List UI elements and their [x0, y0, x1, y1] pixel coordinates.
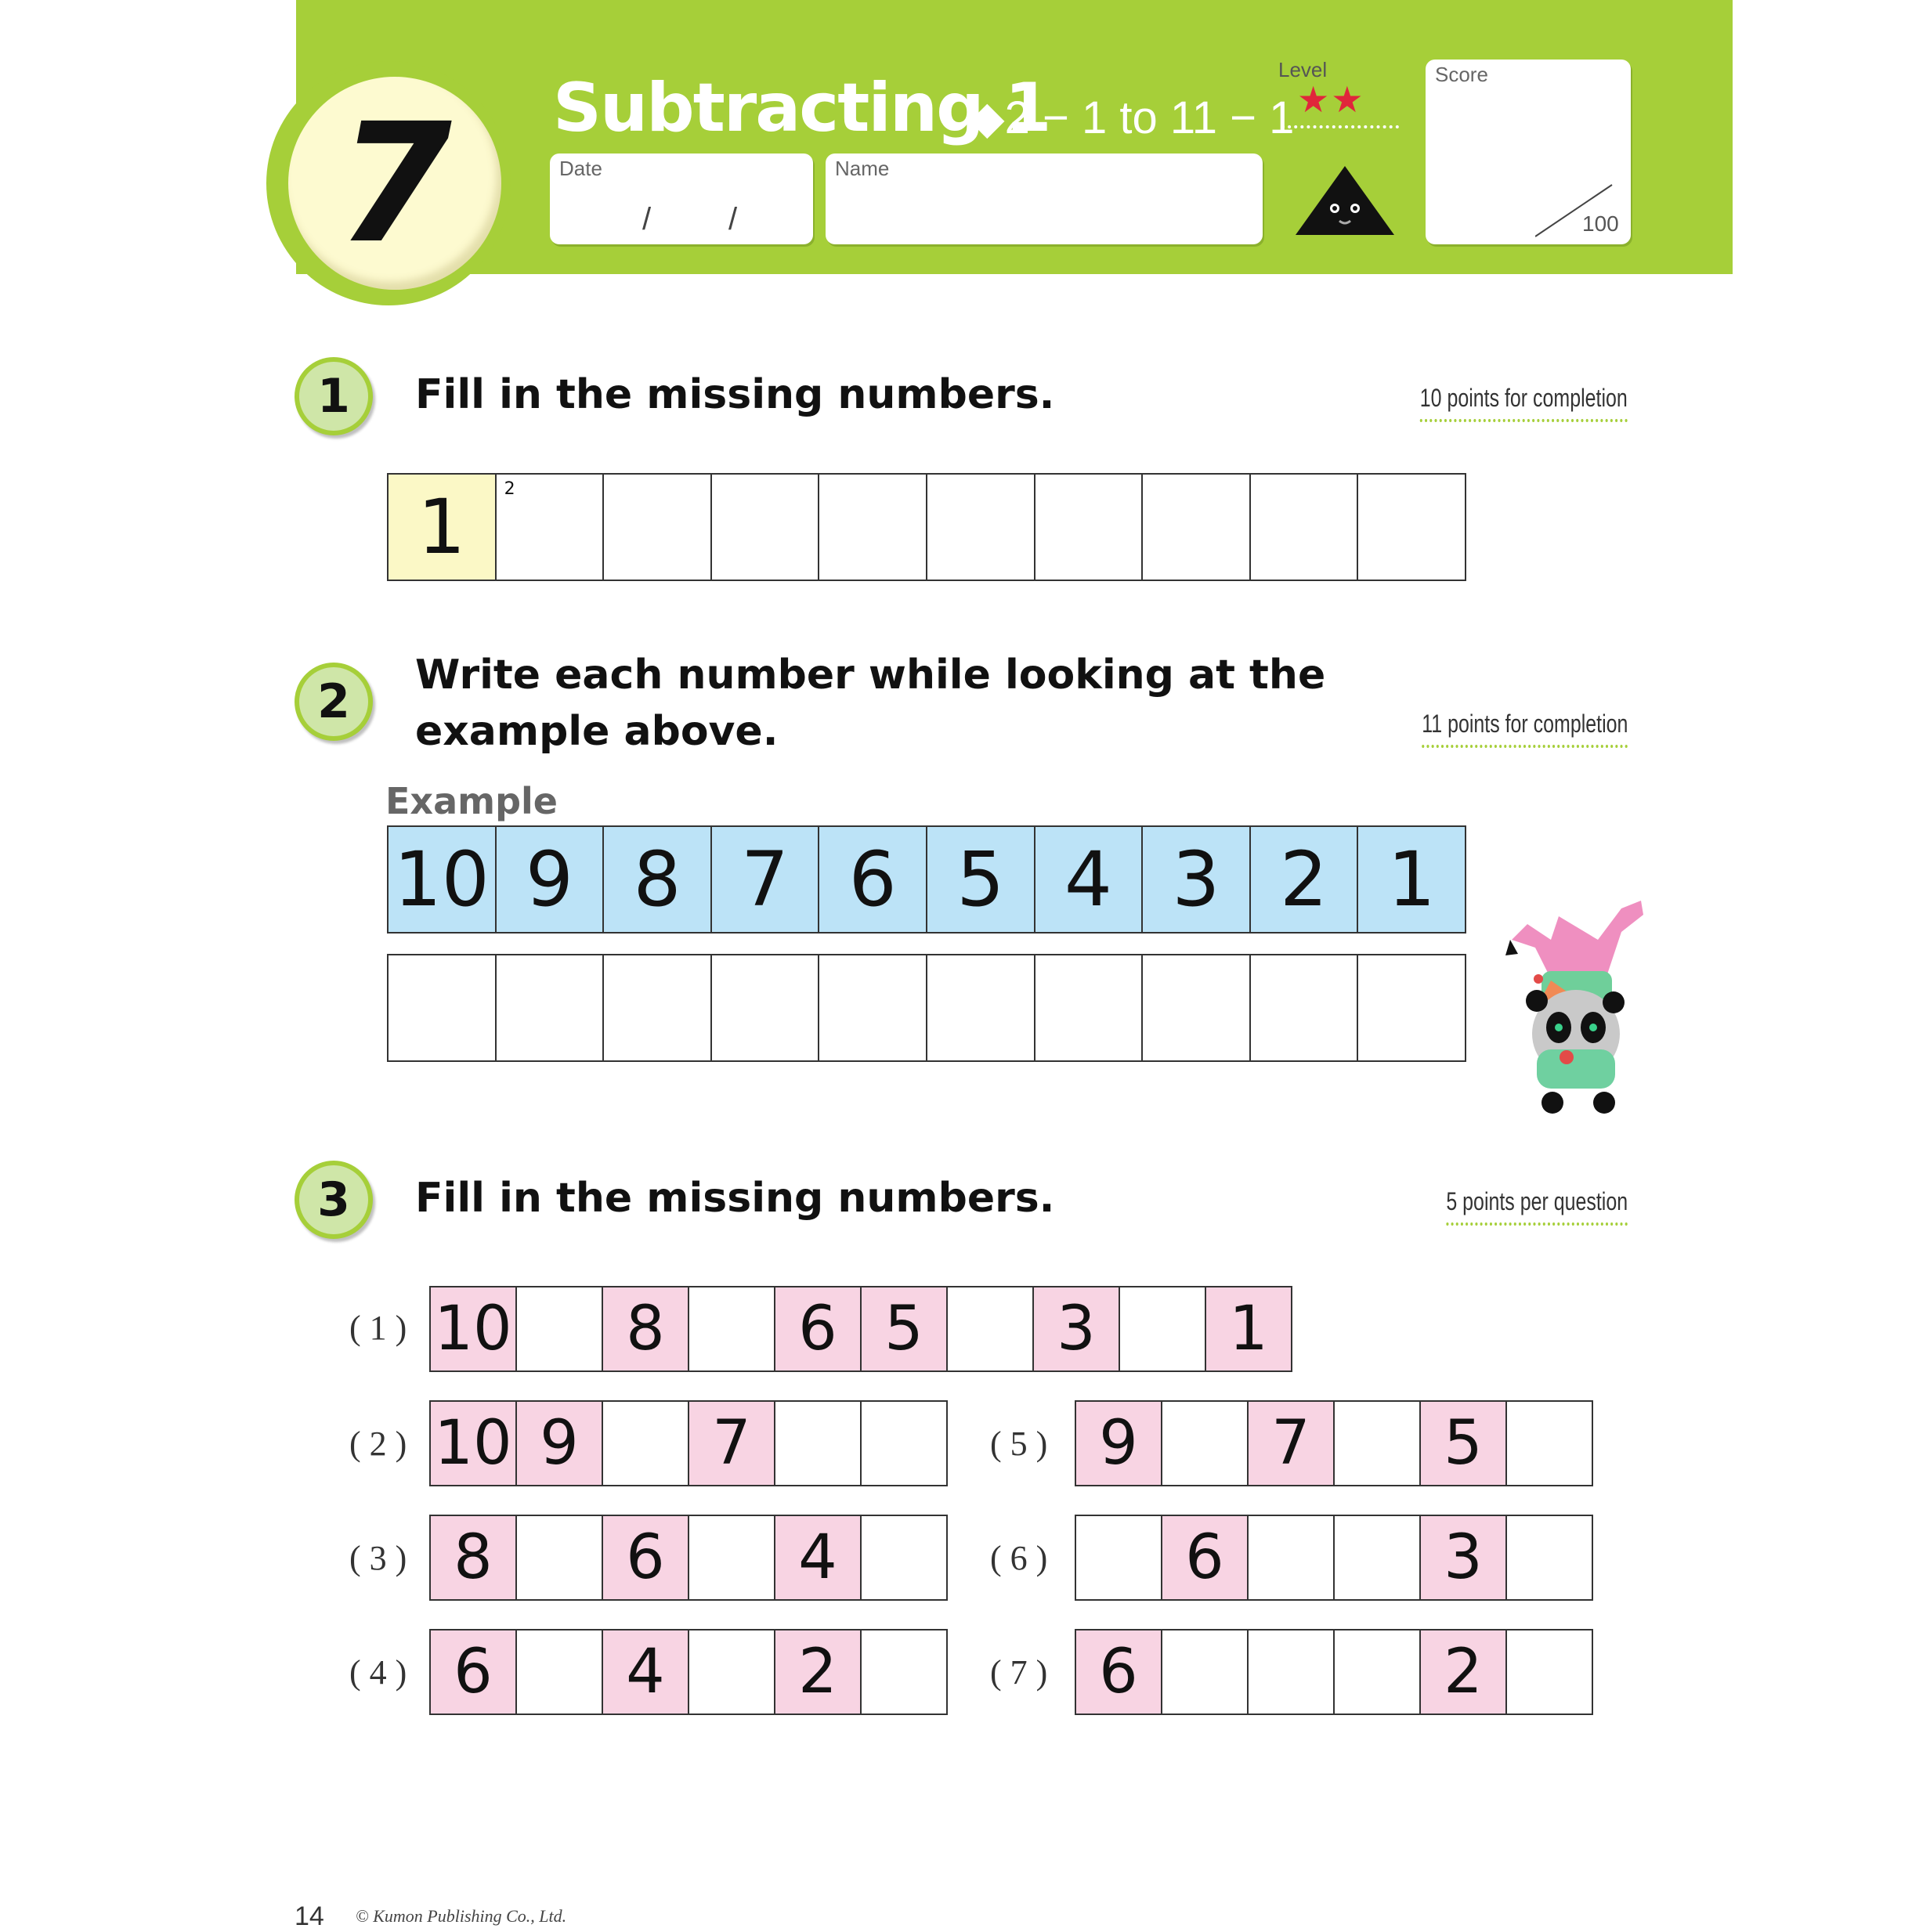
- problem-6-grid: [1075, 1515, 1593, 1601]
- problem-6-label: ( 6 ): [990, 1539, 1048, 1577]
- answer-cell[interactable]: [1119, 1286, 1206, 1372]
- answer-cell[interactable]: [515, 1629, 603, 1715]
- answer-cell[interactable]: [1333, 1400, 1421, 1486]
- example-cell: 6: [818, 825, 927, 933]
- given-cell: 5: [860, 1286, 948, 1372]
- given-cell: 7: [688, 1400, 775, 1486]
- example-cell: 2: [1249, 825, 1359, 933]
- given-cell: 3: [1419, 1515, 1507, 1601]
- answer-cell[interactable]: [860, 1515, 948, 1601]
- question-3-points: 5 points per question: [1446, 1187, 1628, 1226]
- given-cell: 4: [774, 1515, 862, 1601]
- copyright-notice: © Kumon Publishing Co., Ltd.: [356, 1906, 567, 1926]
- given-cell: 6: [429, 1629, 517, 1715]
- example-cell: 10: [387, 825, 497, 933]
- answer-cell[interactable]: [774, 1400, 862, 1486]
- question-2-instruction-cont: example above.: [415, 708, 779, 755]
- example-cell: 9: [495, 825, 605, 933]
- problem-2-grid: [429, 1400, 948, 1486]
- answer-cell[interactable]: [1034, 473, 1144, 581]
- date-field[interactable]: [550, 153, 813, 244]
- example-cell: 8: [602, 825, 712, 933]
- given-cell: 10: [429, 1286, 517, 1372]
- name-field[interactable]: [826, 153, 1263, 244]
- answer-cell[interactable]: [1161, 1629, 1249, 1715]
- question-1-badge: 1: [295, 357, 373, 435]
- given-cell: 1: [387, 473, 497, 581]
- page-title: Subtracting 1: [553, 69, 1050, 147]
- example-cell: 4: [1034, 825, 1144, 933]
- answer-cell[interactable]: [1357, 954, 1466, 1062]
- problem-3-grid: [429, 1515, 948, 1601]
- given-cell: 4: [602, 1629, 689, 1715]
- question-2-grid: [387, 954, 1466, 1062]
- given-cell: 6: [1075, 1629, 1162, 1715]
- answer-cell[interactable]: [602, 954, 712, 1062]
- answer-cell[interactable]: [1247, 1629, 1335, 1715]
- name-label: Name: [835, 157, 890, 180]
- level-dotted-line: [1281, 125, 1399, 128]
- question-1-points: 10 points for completion: [1420, 384, 1628, 422]
- answer-cell[interactable]: [926, 954, 1035, 1062]
- answer-cell[interactable]: [688, 1286, 775, 1372]
- date-separator: /: [642, 202, 652, 237]
- question-1-grid: [387, 473, 1466, 581]
- hint-number: 2: [504, 479, 515, 499]
- problem-5-label: ( 5 ): [990, 1425, 1048, 1463]
- example-cell: 5: [926, 825, 1035, 933]
- answer-cell[interactable]: [1333, 1629, 1421, 1715]
- problem-7-label: ( 7 ): [990, 1653, 1048, 1692]
- answer-cell[interactable]: [515, 1286, 603, 1372]
- answer-cell[interactable]: [818, 473, 927, 581]
- given-cell: 1: [1205, 1286, 1292, 1372]
- answer-cell[interactable]: [710, 954, 820, 1062]
- answer-cell[interactable]: [602, 1400, 689, 1486]
- given-cell: 6: [1161, 1515, 1249, 1601]
- answer-cell[interactable]: [818, 954, 927, 1062]
- given-cell: 3: [1032, 1286, 1120, 1372]
- answer-cell[interactable]: [688, 1515, 775, 1601]
- answer-cell[interactable]: [710, 473, 820, 581]
- answer-cell[interactable]: [1161, 1400, 1249, 1486]
- answer-cell[interactable]: [387, 954, 497, 1062]
- answer-cell[interactable]: [926, 473, 1035, 581]
- lesson-number: 7: [337, 87, 453, 280]
- problem-7-grid: [1075, 1629, 1593, 1715]
- panda-handstand-illustration: [1504, 893, 1653, 1120]
- example-cell: 3: [1141, 825, 1251, 933]
- given-cell: 2: [774, 1629, 862, 1715]
- answer-cell[interactable]: [1141, 473, 1251, 581]
- answer-cell[interactable]: [860, 1629, 948, 1715]
- answer-cell[interactable]: [946, 1286, 1034, 1372]
- given-cell: 10: [429, 1400, 517, 1486]
- example-grid: [387, 825, 1466, 933]
- answer-cell[interactable]: [860, 1400, 948, 1486]
- answer-cell[interactable]: [515, 1515, 603, 1601]
- given-cell: 5: [1419, 1400, 1507, 1486]
- level-label: Level: [1278, 58, 1328, 81]
- page-number: 14: [295, 1901, 324, 1931]
- question-2-instruction: Write each number while looking at the: [415, 652, 1326, 699]
- problem-5-grid: [1075, 1400, 1593, 1486]
- question-2-points: 11 points for completion: [1422, 710, 1628, 748]
- problem-4-grid: [429, 1629, 948, 1715]
- given-cell: 6: [774, 1286, 862, 1372]
- given-cell: 8: [602, 1286, 689, 1372]
- given-cell: 8: [429, 1515, 517, 1601]
- example-label: Example: [385, 780, 558, 822]
- answer-cell[interactable]: [1505, 1515, 1593, 1601]
- level-star-icon: ★★: [1297, 78, 1365, 121]
- example-cell: 1: [1357, 825, 1466, 933]
- given-cell: 7: [1247, 1400, 1335, 1486]
- question-3-badge: 3: [295, 1161, 373, 1239]
- example-cell: 7: [710, 825, 820, 933]
- problem-1-grid: [429, 1286, 1292, 1372]
- problem-1-label: ( 1 ): [349, 1309, 407, 1347]
- answer-cell[interactable]: [1249, 954, 1359, 1062]
- given-cell: 2: [1419, 1629, 1507, 1715]
- score-total: 100: [1582, 211, 1619, 236]
- problem-2-label: ( 2 ): [349, 1425, 407, 1463]
- page-subtitle: ◆2 − 1 to 11 − 1: [970, 92, 1295, 143]
- answer-cell[interactable]: [1034, 954, 1144, 1062]
- problem-4-label: ( 4 ): [349, 1653, 407, 1692]
- answer-cell[interactable]: [495, 473, 605, 581]
- problem-3-label: ( 3 ): [349, 1539, 407, 1577]
- answer-cell[interactable]: [1357, 473, 1466, 581]
- question-3-instruction: Fill in the missing numbers.: [415, 1175, 1055, 1222]
- date-label: Date: [559, 157, 602, 180]
- answer-cell[interactable]: [495, 954, 605, 1062]
- answer-cell[interactable]: [1505, 1400, 1593, 1486]
- answer-cell[interactable]: [1075, 1515, 1162, 1601]
- answer-cell[interactable]: [1249, 473, 1359, 581]
- answer-cell[interactable]: [1247, 1515, 1335, 1601]
- date-separator: /: [728, 202, 738, 237]
- given-cell: 9: [515, 1400, 603, 1486]
- given-cell: 9: [1075, 1400, 1162, 1486]
- answer-cell[interactable]: [1141, 954, 1251, 1062]
- answer-cell[interactable]: [602, 473, 712, 581]
- triangle-mascot-icon: [1294, 164, 1396, 237]
- answer-cell[interactable]: [1333, 1515, 1421, 1601]
- score-label: Score: [1435, 63, 1488, 86]
- question-1-instruction: Fill in the missing numbers.: [415, 371, 1055, 418]
- answer-cell[interactable]: [1505, 1629, 1593, 1715]
- given-cell: 6: [602, 1515, 689, 1601]
- question-2-badge: 2: [295, 663, 373, 741]
- answer-cell[interactable]: [688, 1629, 775, 1715]
